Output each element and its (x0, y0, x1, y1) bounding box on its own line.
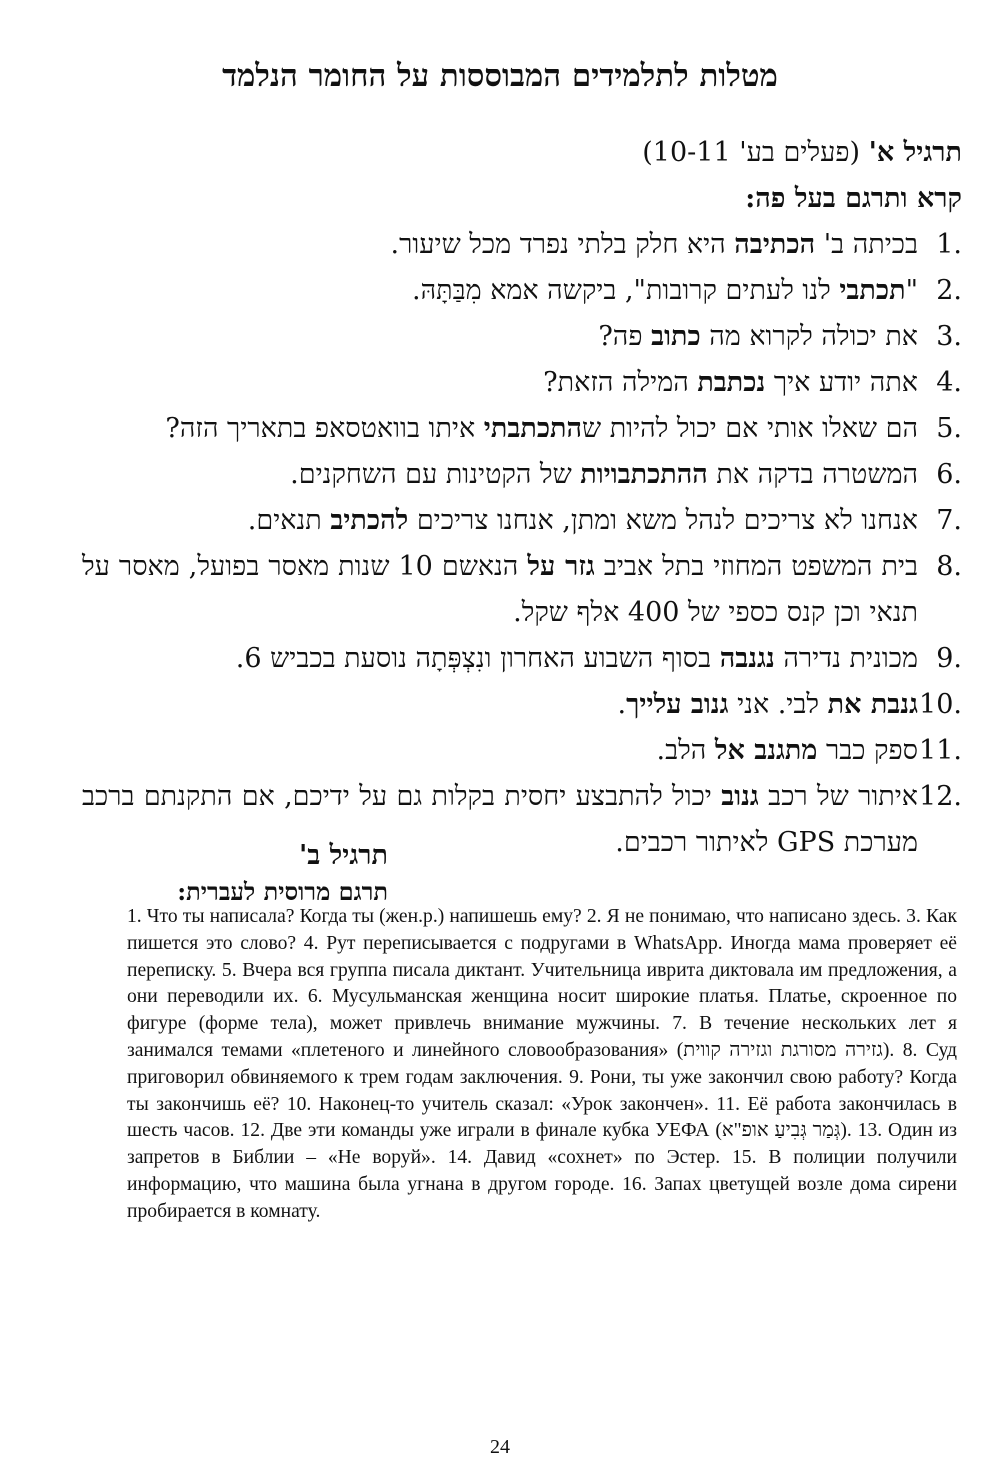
sentence-fragment: יכול להתבצע יחסית בקלות גם על ידיכם, אם התקנתם ברכב מערכת GPS לאיתור רכבים. (82, 781, 918, 858)
sentence-fragment: פה? (598, 321, 652, 352)
list-item-text (82, 498, 918, 544)
list-item-number: 3. (936, 321, 962, 352)
sentence-fragment: בסוף השבוע האחרון ונִצְפְּתָה נוסעת בכביש 6. (235, 643, 720, 674)
list-item (82, 314, 962, 360)
sentence-fragment: בכיתה ב' (815, 229, 918, 260)
sentence-fragment: המשטרה בדקה את (707, 459, 918, 490)
keyword: כתוב (651, 321, 701, 352)
list-item (82, 268, 962, 314)
sentence-fragment: אנחנו לא צריכים לנהל משא ומתן, אנחנו צריכים (408, 505, 918, 536)
list-item-text (82, 636, 918, 682)
list-item-text (82, 314, 918, 360)
exercise-b-hebrew-term-1: גזירה מסורגת וגזירה קווית (683, 1039, 883, 1061)
list-item-number: 5. (936, 413, 962, 444)
exercise-b-header (177, 838, 388, 910)
exercise-b-text-part-3: ). 13. Один из запретов в Библии – «Не воруй». 14. Давид «сохнет» по Эстер. 15. В полиции получили информацию, что машина была угнана в другом городе. 16. Запах цветущей возле дома сирени пробирается в комнату. (127, 1120, 958, 1222)
sentence-fragment: הנאשם 10 שנות מאסר בפועל, מאסר על תנאי וכן קנס כספי של 400 אלף שקל. (82, 551, 918, 628)
keyword: מתגנב אל (714, 735, 818, 766)
list-item-text (82, 728, 918, 774)
exercise-a-label: תרגיל א' (868, 137, 962, 168)
sentence-fragment: היא חלק בלתי נפרד מכל שיעור. (390, 229, 735, 260)
sentence-fragment: איתו בוואטסאפ בתאריך הזה? (165, 413, 484, 444)
list-item-number: 11. (919, 735, 962, 766)
keyword: נכתבת (697, 367, 766, 398)
list-item (82, 682, 962, 728)
page-number: 24 (490, 1436, 510, 1458)
keyword: גזר על (527, 551, 595, 582)
exercise-a-reference: (פעלים בע' 10-11) (642, 137, 861, 168)
keyword: הכתיבה (734, 229, 816, 260)
list-item (82, 636, 962, 682)
keyword: נגנבה (719, 643, 775, 674)
keyword: להכתיב (330, 505, 409, 536)
list-item-number: 10. (919, 689, 962, 720)
list-item (82, 728, 962, 774)
sentence-fragment: המילה הזאת? (543, 367, 698, 398)
exercise-a-heading (82, 130, 962, 176)
sentence-fragment: ספק כבר (817, 735, 918, 766)
list-item-number: 4. (936, 367, 962, 398)
exercise-a (82, 130, 962, 866)
keyword: תכתבי (839, 275, 906, 306)
list-item-text (82, 544, 918, 636)
exercise-a-list (82, 222, 962, 866)
keyword: גנבת את (827, 689, 918, 720)
list-item (82, 544, 962, 636)
exercise-a-instruction: קרא ותרגם בעל פה: (745, 183, 962, 214)
list-item (82, 222, 962, 268)
sentence-fragment: של הקטינות עם השחקנים. (290, 459, 581, 490)
exercise-b-text (127, 904, 957, 1226)
sentence-fragment: תנאים. (247, 505, 331, 536)
list-item-number: 6. (936, 459, 962, 490)
sentence-fragment: את יכולה לקרוא מה (700, 321, 918, 352)
list-item-number: 12. (919, 781, 962, 812)
sentence-fragment: . (617, 689, 627, 720)
sentence-fragment: לנו לעתים קרובות", ביקשה אמא מִבַּתָּהּ. (412, 275, 840, 306)
list-item-number: 8. (936, 551, 962, 582)
keyword: גנוב עלייך (626, 689, 729, 720)
list-item (82, 452, 962, 498)
list-item-text (82, 452, 918, 498)
list-item-number: 1. (936, 229, 962, 260)
list-item-text (82, 222, 918, 268)
exercise-b-text-part-2: ). 8. Суд приговорил обвиняемого к трем годам заключения. 9. Рони, ты уже закончил свою работу? Когда ты закончишь её? 10. Наконец-то учитель сказал: «Урок закончен». 11. Её работа закончилась в шесть часов. 12. Две эти команды уже играли в финале кубка УЕФА ( (127, 1039, 957, 1142)
list-item-number: 9. (936, 643, 962, 674)
sentence-fragment: לבי. אני (728, 689, 828, 720)
sentence-fragment: הם שאלו אותי אם יכול להיות ש (582, 413, 918, 444)
keyword: התכתבתי (483, 413, 583, 444)
page-title: מטלות לתלמידים המבוססות על החומר הנלמד (222, 58, 778, 94)
sentence-fragment: איתור של רכב (758, 781, 918, 812)
list-item-text (82, 360, 918, 406)
sentence-fragment: אתה יודע איך (765, 367, 918, 398)
exercise-b-text-part-1: 1. Что ты написала? Когда ты (жен.р.) напишешь ему? 2. Я не понимаю, что написано здесь. 3. Как пишется это слово? 4. Рут переписывается с подругами в WhatsApp. Иногда мама проверяет её переписку. 5. Вчера вся группа писала диктант. Учительница иврита диктовала им предложения, а они переводили их. 6. Мусульманская женщина носит широкие платья. Платье, скроенное по фигуре (форме тела), может привлечь внимание мужчины. 7. В течение нескольких лет я занимался темами «плетеного и линейного словообразования» ( (127, 906, 957, 1061)
sentence-fragment: " (905, 275, 918, 306)
keyword: ההתכתבויות (580, 459, 708, 490)
exercise-b-instruction: תרגם מרוסית לעברית: (177, 877, 388, 906)
list-item-number: 2. (936, 275, 962, 306)
list-item (82, 360, 962, 406)
keyword: גנוב (721, 781, 759, 812)
sentence-fragment: מכונית נדירה (774, 643, 918, 674)
exercise-b-label: תרגיל ב' (298, 840, 388, 871)
list-item (82, 498, 962, 544)
list-item-number: 7. (936, 505, 962, 536)
list-item-text (82, 682, 918, 728)
sentence-fragment: הלב. (656, 735, 715, 766)
list-item-text (82, 268, 918, 314)
list-item-text (82, 406, 918, 452)
sentence-fragment: בית המשפט המחוזי בתל אביב (594, 551, 918, 582)
list-item (82, 406, 962, 452)
exercise-b-hebrew-term-2: גְּמַר גְּבִיעַ אופ"א (721, 1120, 841, 1142)
